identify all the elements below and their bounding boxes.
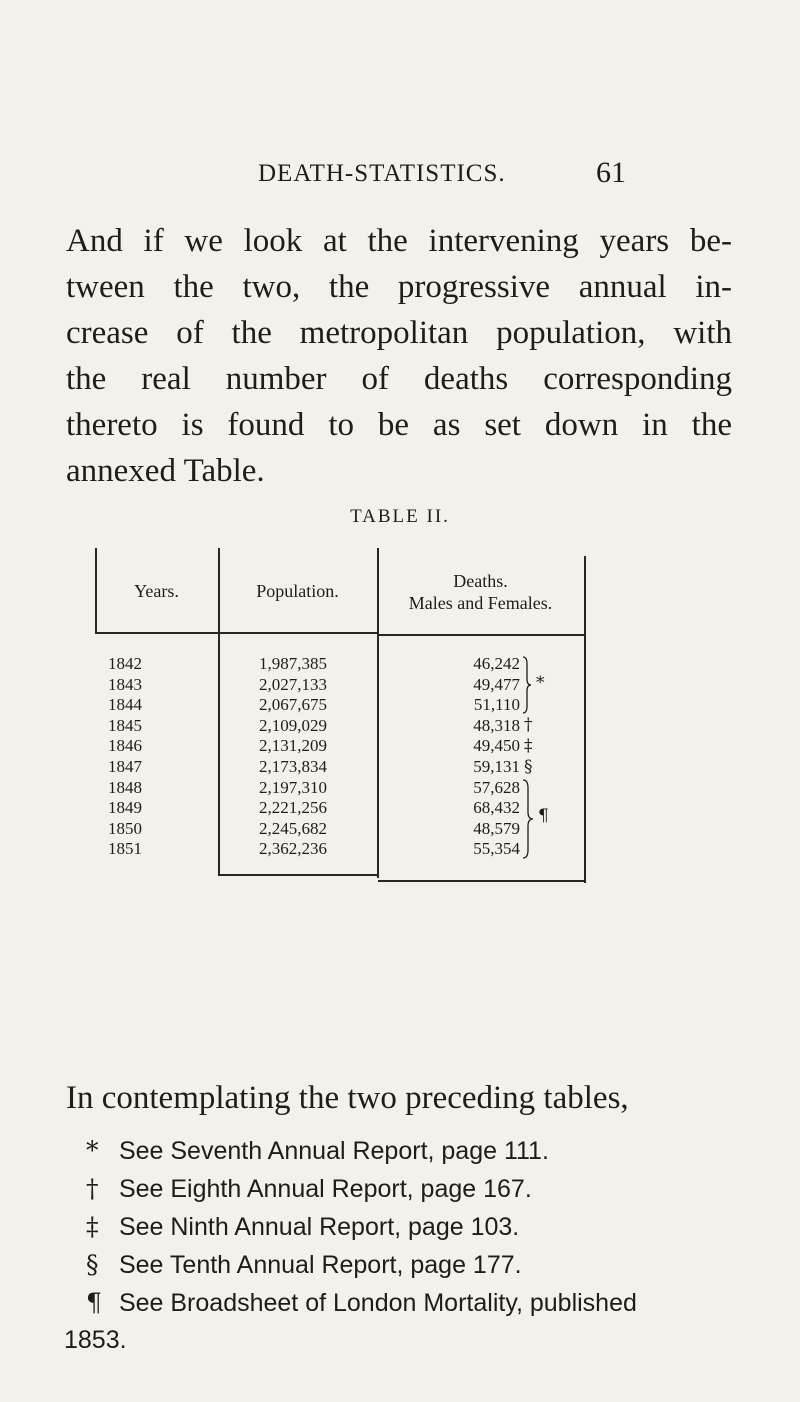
table-cell-population: 2,362,236 [259, 839, 327, 859]
table-cell-population: 2,173,834 [259, 756, 327, 776]
footnote [86, 1246, 766, 1284]
footnote [86, 1208, 766, 1246]
footnote-mark: * [86, 1136, 99, 1165]
footnote-mark-1843: * [536, 673, 545, 693]
footnote-text: See Tenth Annual Report, page 177. [118, 1251, 522, 1279]
header-deaths: Deaths. [453, 571, 508, 591]
header-deaths-subtitle: Males and Females. [408, 593, 553, 613]
table-rule [584, 556, 586, 883]
footnote-mark: ¶ [86, 1288, 102, 1317]
table-cell-year: 1845 [108, 715, 142, 735]
footnote-mark: ‡ [86, 1212, 99, 1241]
paragraph-line: tween the two, the progressive annual in- [66, 269, 732, 305]
closing-line: In contemplating the two preceding tables, [66, 1080, 629, 1116]
paragraph-line: And if we look at the intervening years be- [66, 223, 732, 259]
brace-1842-1844 [522, 654, 532, 716]
footnote [86, 1132, 766, 1170]
table-cell-year: 1847 [108, 756, 142, 776]
running-head: DEATH-STATISTICS. [258, 160, 506, 187]
table-rule [218, 874, 378, 876]
deaths-column [428, 654, 520, 860]
table-cell-population: 2,221,256 [259, 798, 327, 818]
header-population: Population. [256, 581, 339, 601]
table-cell-population: 2,109,029 [259, 715, 327, 735]
page-header [0, 156, 800, 200]
table-cell-deaths: 55,354 [473, 839, 520, 859]
table-cell-deaths: 57,628 [473, 777, 520, 797]
footnote-mark-1847: § [524, 757, 533, 777]
table-cell-deaths: 48,318 [473, 715, 520, 735]
table-rule [377, 634, 584, 636]
table-cell-deaths: 68,432 [473, 798, 520, 818]
table-cell-population: 2,197,310 [259, 777, 327, 797]
footnote-mark-1848-1851: ¶ [538, 806, 549, 826]
table-cell-year: 1848 [108, 777, 142, 797]
page-number: 61 [596, 156, 626, 189]
footnote-text: See Seventh Annual Report, page 111. [118, 1137, 549, 1165]
footnote-continuation: 1853. [64, 1326, 127, 1354]
footnote-text: See Broadsheet of London Mortality, published [118, 1289, 637, 1317]
table-cell-deaths: 49,477 [473, 674, 520, 694]
table-rule [95, 632, 377, 634]
table-cell-deaths: 49,450 [473, 736, 520, 756]
footnotes [64, 1132, 766, 1359]
table-cell-deaths: 46,242 [473, 654, 520, 673]
footnote-text: See Eighth Annual Report, page 167. [118, 1175, 532, 1203]
table-title: TABLE II. [350, 506, 450, 527]
table-cell-population: 2,245,682 [259, 818, 327, 838]
footnote-text: See Ninth Annual Report, page 103. [118, 1213, 520, 1241]
paragraph-line: crease of the metropolitan population, with [66, 315, 732, 351]
table-cell-year: 1851 [108, 839, 142, 859]
table-cell-year: 1846 [108, 736, 142, 756]
table-cell-population: 1,987,385 [259, 654, 327, 673]
table-cell-year: 1843 [108, 674, 142, 694]
table-cell-deaths: 59,131 [473, 756, 520, 776]
footnote-mark: § [86, 1250, 99, 1279]
footnote [86, 1284, 766, 1322]
footnote-mark-1846: ‡ [524, 736, 533, 756]
paragraph-line: thereto is found to be as set down in the [66, 407, 732, 443]
paragraph-line: annexed Table. [66, 453, 265, 489]
footnote-mark-1845: † [524, 715, 533, 735]
table-cell-year: 1850 [108, 818, 142, 838]
table-cell-population: 2,067,675 [259, 695, 327, 715]
table-rule [378, 880, 585, 882]
intro-paragraph [66, 218, 732, 494]
table-cell-year: 1844 [108, 695, 142, 715]
table-cell-population: 2,131,209 [259, 736, 327, 756]
table-cell-deaths: 51,110 [473, 695, 520, 715]
table-cell-year: 1842 [108, 654, 142, 673]
header-years: Years. [134, 581, 179, 601]
paragraph-line: the real number of deaths corresponding [66, 361, 732, 397]
brace-1848-1851 [522, 777, 534, 861]
table-cell-deaths: 48,579 [473, 818, 520, 838]
years-column [108, 654, 168, 860]
table-cell-population: 2,027,133 [259, 674, 327, 694]
table-cell-year: 1849 [108, 798, 142, 818]
footnote [86, 1170, 766, 1208]
population-column [228, 654, 358, 860]
footnote-mark: † [86, 1174, 99, 1203]
